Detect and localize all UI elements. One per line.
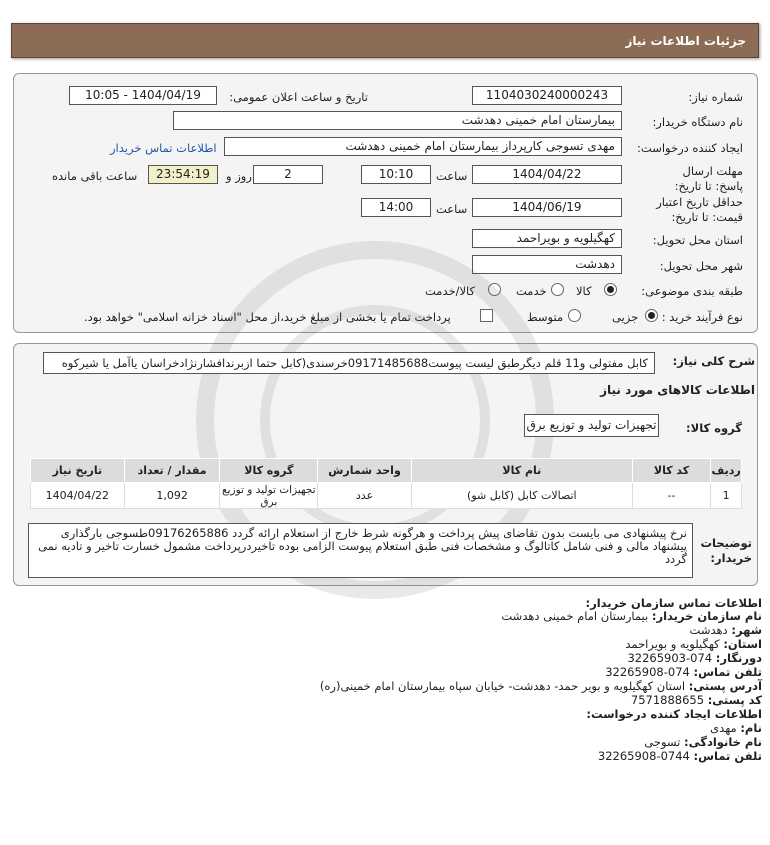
buyer-contact-link[interactable]: اطلاعات تماس خریدار (110, 141, 217, 155)
province-label: استان محل تحویل: (652, 233, 743, 247)
creator-info-title: اطلاعات ایجاد کننده درخواست: (586, 707, 762, 721)
cell-row: 1 (711, 483, 742, 509)
cell-code: -- (632, 483, 710, 509)
contact-city: شهر: دهدشت (689, 623, 762, 637)
creator-last-name: نام خانوادگی: تسوجی (644, 735, 762, 749)
payment-note: پرداخت تمام یا بخشی از مبلغ خرید،از محل "اسناد خزانه اسلامی" خواهد بود. (84, 310, 451, 324)
contact-postal: کد پستی: 7571888655 (630, 693, 762, 707)
col-row: ردیف (711, 459, 742, 483)
col-name: نام کالا (411, 459, 632, 483)
buyer-notes-box: نرخ پیشنهادی می بایست بدون تقاضای پیش پرداخت و هرگونه شرط خارج از استعلام ارائه گردد 09176265886طسوجی بارگذاری پیشنهاد مالی و فنی شامل کاتالوگ و مشخصات فنی طبق استعلام پیوست الزامی بوده تاخیردرپرداخت مشمول خسارت تاخیر و تادیه نمی گردد (28, 523, 693, 578)
validity-time-label: ساعت (436, 202, 468, 216)
cell-date: 1404/04/22 (31, 483, 125, 509)
announce-label: تاریخ و ساعت اعلان عمومی: (229, 90, 368, 104)
validity-label: حداقل تاریخ اعتبار قیمت: تا تاریخ: (656, 195, 743, 224)
creator-label: ایجاد کننده درخواست: (637, 141, 743, 155)
creator-first-name: نام: مهدی (710, 721, 762, 735)
contact-phone: تلفن تماس: 074-32265908 (605, 665, 762, 679)
col-qty: مقدار / تعداد (124, 459, 220, 483)
creator-field: مهدی تسوجی کارپرداز بیمارستان امام خمینی دهدشت (224, 137, 622, 156)
validity-date-field: 1404/06/19 (472, 198, 622, 217)
remaining-label: ساعت باقی مانده (52, 169, 138, 183)
cell-unit: عدد (318, 483, 412, 509)
need-number-label: شماره نیاز: (688, 90, 743, 104)
city-label: شهر محل تحویل: (659, 259, 743, 273)
contact-province: استان: کهگیلویه و بویراحمد (625, 637, 762, 651)
contact-org-name: نام سازمان خریدار: بیمارستان امام خمینی دهدشت (501, 609, 762, 623)
cell-group: تجهیزات تولید و توزیع برق (220, 483, 318, 509)
cell-name: اتصالات کابل (کابل شو) (411, 483, 632, 509)
contact-fax: دورنگار: 074-32265903 (627, 651, 762, 665)
purchase-option-minor: جزیی (612, 310, 639, 324)
page-header (11, 23, 759, 58)
validity-time-field: 14:00 (361, 198, 431, 217)
reply-date-field: 1404/04/22 (472, 165, 622, 184)
col-code: کد کالا (632, 459, 710, 483)
purchase-radio-minor[interactable] (645, 309, 658, 322)
treasury-checkbox[interactable] (480, 309, 493, 322)
goods-group-label: گروه کالا: (686, 421, 742, 435)
category-radio-service[interactable] (551, 283, 564, 296)
buyer-notes-label: توضیحات خریدار: (700, 536, 752, 565)
creator-phone: تلفن تماس: 0744-32265908 (597, 749, 762, 763)
description-label: شرح کلی نیاز: (672, 354, 755, 368)
city-field: دهدشت (472, 255, 622, 274)
reply-deadline-label: مهلت ارسال پاسخ: تا تاریخ: (674, 164, 743, 193)
need-number-field: 1104030240000243 (472, 86, 622, 105)
purchase-radio-medium[interactable] (568, 309, 581, 322)
page-title: جزئیات اطلاعات نیاز (625, 34, 746, 48)
goods-group-field: تجهیزات تولید و توزیع برق (524, 414, 659, 437)
purchase-type-label: نوع فرآیند خرید : (661, 310, 743, 324)
remaining-time-field: 23:54:19 (148, 165, 218, 184)
goods-table-header (31, 459, 742, 483)
purchase-option-medium: متوسط (527, 310, 564, 324)
province-field: کهگیلویه و بویراحمد (472, 229, 622, 248)
col-date: تاریخ نیاز (31, 459, 125, 483)
category-option-both: کالا/خدمت (425, 284, 476, 298)
col-group: گروه کالا (220, 459, 318, 483)
category-option-goods: کالا (576, 284, 592, 298)
contact-address: آدرس پستی: استان کهگیلویه و بویر حمد- دهدشت- خیابان سپاه بیمارستان امام خمینی(ره) (319, 679, 762, 693)
buyer-org-field: بیمارستان امام خمینی دهدشت (173, 111, 622, 130)
description-field: کابل مفتولی و11 قلم دیگرطبق لیست پیوست09171485688خرسندی(کابل حتما ازبرندافشارنژادخراسان یاآمل یا شیرکوه (43, 352, 655, 374)
cell-qty: 1,092 (124, 483, 220, 509)
category-radio-both[interactable] (488, 283, 501, 296)
reply-time-field: 10:10 (361, 165, 431, 184)
goods-table (30, 458, 742, 509)
reply-time-label: ساعت (436, 169, 468, 183)
goods-section-title: اطلاعات کالاهای مورد نیاز (600, 383, 755, 397)
category-label: طبقه بندی موضوعی: (641, 284, 743, 298)
days-label: روز و (226, 169, 252, 183)
buyer-org-label: نام دستگاه خریدار: (652, 115, 743, 129)
days-field: 2 (253, 165, 323, 184)
announce-field: 1404/04/19 - 10:05 (69, 86, 217, 105)
contact-org-title: اطلاعات تماس سازمان خریدار: (585, 596, 762, 610)
category-option-service: خدمت (516, 284, 547, 298)
table-row (31, 483, 742, 509)
col-unit: واحد شمارش (318, 459, 412, 483)
category-radio-goods[interactable] (604, 283, 617, 296)
